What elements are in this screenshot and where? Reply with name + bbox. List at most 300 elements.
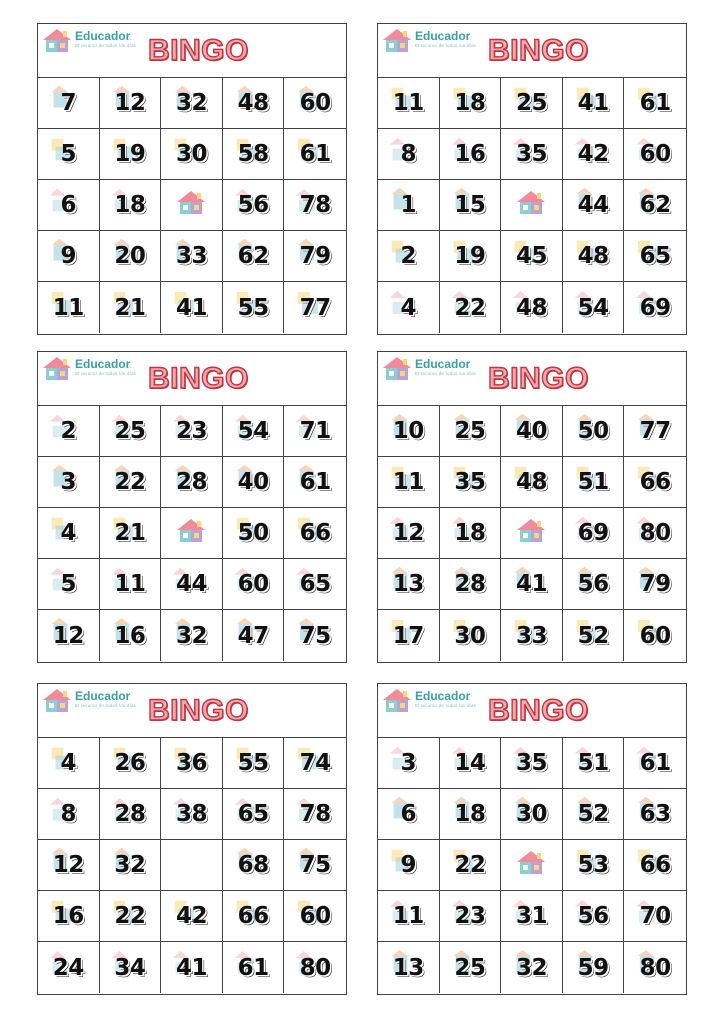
bingo-cell bbox=[223, 610, 285, 661]
bingo-number: 78 bbox=[299, 192, 331, 218]
bingo-number: 35 bbox=[454, 469, 486, 495]
bingo-cell bbox=[378, 129, 440, 180]
bingo-number: 62 bbox=[237, 243, 269, 269]
bingo-cell bbox=[501, 231, 563, 282]
brand-tagline: El recurso de todos los días bbox=[75, 371, 137, 376]
bingo-number: 44 bbox=[175, 571, 207, 597]
house-logo-icon bbox=[42, 28, 72, 54]
bingo-number: 35 bbox=[515, 141, 547, 167]
bingo-grid bbox=[378, 78, 686, 333]
bingo-number: 4 bbox=[60, 750, 77, 776]
bingo-cell bbox=[100, 282, 162, 333]
bingo-cell bbox=[223, 789, 285, 840]
bingo-number: 18 bbox=[454, 90, 486, 116]
bingo-card-1 bbox=[37, 23, 347, 335]
bingo-cell bbox=[161, 457, 223, 508]
bingo-number: 61 bbox=[299, 469, 331, 495]
bingo-cell bbox=[223, 738, 285, 789]
bingo-cell bbox=[161, 508, 223, 559]
bingo-number: 6 bbox=[60, 192, 77, 218]
bingo-number: 10 bbox=[392, 418, 424, 444]
bingo-cell bbox=[563, 180, 625, 231]
bingo-number: 66 bbox=[237, 903, 269, 929]
bingo-cell bbox=[563, 231, 625, 282]
bingo-cell bbox=[378, 789, 440, 840]
bingo-cell bbox=[378, 840, 440, 891]
bingo-number: 28 bbox=[175, 469, 207, 495]
educador-logo bbox=[42, 356, 136, 382]
bingo-card-3 bbox=[37, 351, 347, 663]
bingo-cell bbox=[223, 231, 285, 282]
card-header bbox=[38, 24, 346, 78]
free-space-house-icon bbox=[516, 850, 546, 880]
bingo-number: 32 bbox=[175, 90, 207, 116]
bingo-cell bbox=[563, 738, 625, 789]
bingo-cell bbox=[38, 78, 100, 129]
bingo-number: 61 bbox=[639, 750, 671, 776]
bingo-cell bbox=[440, 457, 502, 508]
bingo-number: 25 bbox=[114, 418, 146, 444]
bingo-number: 15 bbox=[454, 192, 486, 218]
bingo-cell bbox=[284, 129, 346, 180]
bingo-cell bbox=[563, 891, 625, 942]
free-space-house-icon bbox=[176, 190, 206, 220]
card-header bbox=[38, 352, 346, 406]
bingo-number: 40 bbox=[237, 469, 269, 495]
card-header bbox=[378, 352, 686, 406]
brand-name: Educador bbox=[415, 29, 471, 43]
brand-name: Educador bbox=[415, 689, 471, 703]
bingo-number: 4 bbox=[400, 294, 417, 321]
bingo-number: 75 bbox=[299, 622, 331, 649]
bingo-number: 21 bbox=[114, 294, 146, 321]
bingo-number: 12 bbox=[52, 852, 84, 878]
bingo-number: 12 bbox=[392, 520, 424, 546]
bingo-cell bbox=[501, 282, 563, 333]
bingo-cell bbox=[161, 231, 223, 282]
bingo-number: 33 bbox=[515, 622, 547, 649]
bingo-cell bbox=[284, 559, 346, 610]
bingo-title: BINGO bbox=[488, 694, 589, 727]
bingo-cell bbox=[38, 508, 100, 559]
bingo-cell bbox=[100, 610, 162, 661]
bingo-cell bbox=[38, 840, 100, 891]
bingo-number: 23 bbox=[175, 418, 207, 444]
bingo-number: 12 bbox=[52, 622, 84, 649]
bingo-cell bbox=[38, 180, 100, 231]
brand-tagline: El recurso de todos los días bbox=[75, 43, 137, 48]
bingo-cell bbox=[161, 738, 223, 789]
bingo-cell bbox=[223, 180, 285, 231]
bingo-cell bbox=[378, 457, 440, 508]
bingo-cell bbox=[624, 840, 686, 891]
bingo-number: 28 bbox=[114, 801, 146, 827]
bingo-grid bbox=[378, 406, 686, 661]
bingo-cell bbox=[161, 610, 223, 661]
card-header bbox=[378, 24, 686, 78]
bingo-number: 25 bbox=[454, 954, 486, 981]
bingo-number: 65 bbox=[237, 801, 269, 827]
bingo-card-5 bbox=[37, 683, 347, 995]
bingo-cell bbox=[440, 231, 502, 282]
bingo-cell bbox=[563, 406, 625, 457]
bingo-number: 52 bbox=[577, 622, 609, 649]
bingo-number: 41 bbox=[175, 294, 207, 321]
bingo-number: 56 bbox=[237, 192, 269, 218]
bingo-cell bbox=[440, 789, 502, 840]
bingo-cell bbox=[100, 129, 162, 180]
bingo-number: 22 bbox=[454, 294, 486, 321]
bingo-cell bbox=[501, 180, 563, 231]
house-logo-icon bbox=[382, 28, 412, 54]
house-logo-icon bbox=[42, 356, 72, 382]
bingo-number: 38 bbox=[175, 801, 207, 827]
free-space-house-icon bbox=[516, 190, 546, 220]
bingo-cell bbox=[378, 231, 440, 282]
bingo-number: 53 bbox=[577, 852, 609, 878]
bingo-cell bbox=[563, 840, 625, 891]
bingo-number: 48 bbox=[515, 294, 547, 321]
bingo-cell bbox=[624, 789, 686, 840]
bingo-cell bbox=[100, 78, 162, 129]
bingo-number: 80 bbox=[299, 954, 331, 981]
bingo-cell bbox=[501, 840, 563, 891]
bingo-grid bbox=[38, 738, 346, 993]
card-header bbox=[378, 684, 686, 738]
bingo-cell bbox=[223, 942, 285, 993]
bingo-number: 16 bbox=[114, 622, 146, 649]
bingo-cell bbox=[100, 406, 162, 457]
bingo-cell bbox=[161, 282, 223, 333]
bingo-cell bbox=[624, 508, 686, 559]
brand-tagline: El recurso de todos los días bbox=[415, 371, 477, 376]
bingo-cell bbox=[38, 231, 100, 282]
bingo-number: 18 bbox=[454, 801, 486, 827]
bingo-cell bbox=[624, 891, 686, 942]
bingo-number: 55 bbox=[237, 750, 269, 776]
educador-logo bbox=[42, 688, 136, 714]
bingo-number: 22 bbox=[114, 469, 146, 495]
bingo-number: 71 bbox=[299, 418, 331, 444]
bingo-number: 19 bbox=[114, 141, 146, 167]
bingo-number: 42 bbox=[577, 141, 609, 167]
bingo-cell bbox=[378, 406, 440, 457]
bingo-cell bbox=[563, 559, 625, 610]
bingo-cell bbox=[100, 559, 162, 610]
bingo-number: 3 bbox=[60, 469, 77, 495]
bingo-number: 50 bbox=[237, 520, 269, 546]
educador-logo bbox=[382, 28, 476, 54]
bingo-title: BINGO bbox=[488, 34, 589, 67]
bingo-grid bbox=[38, 406, 346, 661]
bingo-cell bbox=[100, 508, 162, 559]
bingo-number: 69 bbox=[639, 294, 671, 321]
bingo-number: 11 bbox=[392, 469, 424, 495]
brand-name: Educador bbox=[75, 357, 131, 371]
bingo-cell bbox=[378, 508, 440, 559]
bingo-number: 40 bbox=[515, 418, 547, 444]
bingo-cell bbox=[100, 457, 162, 508]
bingo-cell bbox=[624, 559, 686, 610]
bingo-number: 7 bbox=[60, 90, 77, 116]
bingo-number: 54 bbox=[577, 294, 609, 321]
brand-name: Educador bbox=[75, 29, 131, 43]
bingo-number: 9 bbox=[400, 852, 417, 878]
bingo-cell bbox=[624, 180, 686, 231]
bingo-title: BINGO bbox=[488, 362, 589, 395]
bingo-cell bbox=[501, 457, 563, 508]
bingo-number: 66 bbox=[299, 520, 331, 546]
bingo-number: 24 bbox=[52, 954, 84, 981]
bingo-cell bbox=[100, 942, 162, 993]
bingo-cell bbox=[378, 180, 440, 231]
bingo-number: 78 bbox=[299, 801, 331, 827]
bingo-cell bbox=[100, 180, 162, 231]
bingo-cell bbox=[440, 610, 502, 661]
bingo-cell bbox=[100, 738, 162, 789]
bingo-cell bbox=[563, 78, 625, 129]
bingo-cell bbox=[161, 559, 223, 610]
bingo-card-6 bbox=[377, 683, 687, 995]
educador-logo bbox=[382, 688, 476, 714]
bingo-number: 75 bbox=[299, 852, 331, 878]
bingo-cell bbox=[563, 457, 625, 508]
bingo-number: 45 bbox=[515, 243, 547, 269]
bingo-cell bbox=[223, 282, 285, 333]
bingo-number: 9 bbox=[60, 243, 77, 269]
bingo-number: 35 bbox=[515, 750, 547, 776]
bingo-cell bbox=[223, 129, 285, 180]
bingo-cell bbox=[100, 891, 162, 942]
bingo-number: 1 bbox=[400, 192, 417, 218]
bingo-number: 50 bbox=[577, 418, 609, 444]
bingo-grid bbox=[378, 738, 686, 993]
bingo-number: 2 bbox=[400, 243, 417, 269]
bingo-cell bbox=[440, 942, 502, 993]
bingo-number: 32 bbox=[114, 852, 146, 878]
bingo-number: 48 bbox=[577, 243, 609, 269]
bingo-cell bbox=[38, 282, 100, 333]
bingo-cell bbox=[38, 738, 100, 789]
bingo-cell bbox=[624, 942, 686, 993]
bingo-number: 30 bbox=[515, 801, 547, 827]
bingo-cell bbox=[161, 840, 223, 891]
bingo-number: 32 bbox=[175, 622, 207, 649]
bingo-cell bbox=[378, 559, 440, 610]
bingo-cell bbox=[223, 840, 285, 891]
bingo-cell bbox=[563, 610, 625, 661]
bingo-number: 61 bbox=[237, 954, 269, 981]
bingo-cell bbox=[501, 789, 563, 840]
bingo-cell bbox=[284, 840, 346, 891]
bingo-cell bbox=[624, 406, 686, 457]
bingo-cell bbox=[624, 78, 686, 129]
bingo-number: 55 bbox=[237, 294, 269, 321]
bingo-cell bbox=[223, 457, 285, 508]
bingo-cell bbox=[38, 942, 100, 993]
bingo-cell bbox=[284, 942, 346, 993]
bingo-number: 19 bbox=[454, 243, 486, 269]
bingo-cell bbox=[378, 78, 440, 129]
bingo-number: 61 bbox=[639, 90, 671, 116]
brand-tagline: El recurso de todos los días bbox=[75, 703, 137, 708]
bingo-number: 28 bbox=[454, 571, 486, 597]
bingo-cell bbox=[161, 406, 223, 457]
card-header bbox=[38, 684, 346, 738]
bingo-number: 8 bbox=[60, 801, 77, 827]
bingo-cell bbox=[284, 789, 346, 840]
bingo-title: BINGO bbox=[148, 694, 249, 727]
bingo-number: 54 bbox=[237, 418, 269, 444]
bingo-cell bbox=[440, 129, 502, 180]
bingo-cell bbox=[161, 129, 223, 180]
bingo-cell bbox=[624, 129, 686, 180]
bingo-cell bbox=[284, 508, 346, 559]
bingo-cell bbox=[501, 129, 563, 180]
bingo-cell bbox=[501, 942, 563, 993]
bingo-number: 79 bbox=[639, 571, 671, 597]
bingo-cell bbox=[38, 129, 100, 180]
bingo-cell bbox=[223, 559, 285, 610]
bingo-number: 47 bbox=[237, 622, 269, 649]
bingo-cell bbox=[161, 891, 223, 942]
bingo-cell bbox=[223, 406, 285, 457]
bingo-number: 14 bbox=[454, 750, 486, 776]
brand-name: Educador bbox=[75, 689, 131, 703]
bingo-cell bbox=[440, 282, 502, 333]
bingo-number: 52 bbox=[577, 801, 609, 827]
bingo-cell bbox=[378, 282, 440, 333]
bingo-cell bbox=[501, 406, 563, 457]
bingo-number: 60 bbox=[639, 622, 671, 649]
bingo-number: 77 bbox=[299, 294, 331, 321]
bingo-number: 60 bbox=[237, 571, 269, 597]
bingo-number: 11 bbox=[52, 294, 84, 321]
bingo-number: 33 bbox=[175, 243, 207, 269]
bingo-number: 5 bbox=[60, 141, 77, 167]
bingo-title: BINGO bbox=[148, 362, 249, 395]
bingo-cell bbox=[378, 891, 440, 942]
bingo-cell bbox=[38, 559, 100, 610]
house-logo-icon bbox=[42, 688, 72, 714]
bingo-number: 60 bbox=[299, 903, 331, 929]
house-logo-icon bbox=[382, 688, 412, 714]
bingo-cell bbox=[378, 738, 440, 789]
bingo-cell bbox=[440, 78, 502, 129]
bingo-number: 34 bbox=[114, 954, 146, 981]
bingo-title: BINGO bbox=[148, 34, 249, 67]
bingo-number: 11 bbox=[392, 903, 424, 929]
bingo-cell bbox=[161, 942, 223, 993]
bingo-cell bbox=[284, 738, 346, 789]
bingo-cell bbox=[440, 738, 502, 789]
bingo-number: 21 bbox=[114, 520, 146, 546]
bingo-cell bbox=[284, 457, 346, 508]
bingo-number: 66 bbox=[639, 469, 671, 495]
bingo-number: 13 bbox=[392, 954, 424, 981]
bingo-number: 66 bbox=[639, 852, 671, 878]
bingo-cell bbox=[38, 457, 100, 508]
bingo-cell bbox=[378, 942, 440, 993]
bingo-cell bbox=[563, 942, 625, 993]
bingo-number: 80 bbox=[639, 954, 671, 981]
bingo-number: 16 bbox=[52, 903, 84, 929]
house-logo-icon bbox=[382, 356, 412, 382]
bingo-number: 36 bbox=[175, 750, 207, 776]
bingo-cell bbox=[284, 891, 346, 942]
bingo-cell bbox=[100, 789, 162, 840]
bingo-cell bbox=[501, 559, 563, 610]
brand-tagline: El recurso de todos los días bbox=[415, 43, 477, 48]
bingo-cell bbox=[284, 231, 346, 282]
educador-logo bbox=[42, 28, 136, 54]
bingo-cell bbox=[284, 282, 346, 333]
bingo-number: 4 bbox=[60, 520, 77, 546]
bingo-cell bbox=[38, 891, 100, 942]
bingo-number: 51 bbox=[577, 469, 609, 495]
bingo-number: 20 bbox=[114, 243, 146, 269]
bingo-cell bbox=[501, 78, 563, 129]
bingo-cell bbox=[624, 231, 686, 282]
bingo-cell bbox=[501, 891, 563, 942]
bingo-number: 31 bbox=[515, 903, 547, 929]
bingo-cell bbox=[440, 559, 502, 610]
bingo-number: 22 bbox=[454, 852, 486, 878]
bingo-number: 79 bbox=[299, 243, 331, 269]
bingo-cell bbox=[563, 508, 625, 559]
brand-tagline: El recurso de todos los días bbox=[415, 703, 477, 708]
bingo-number: 41 bbox=[577, 90, 609, 116]
bingo-number: 30 bbox=[454, 622, 486, 649]
bingo-number: 30 bbox=[175, 141, 207, 167]
bingo-cell bbox=[440, 406, 502, 457]
bingo-number: 18 bbox=[454, 520, 486, 546]
bingo-cell bbox=[501, 508, 563, 559]
bingo-number: 16 bbox=[454, 141, 486, 167]
bingo-cell bbox=[161, 789, 223, 840]
bingo-number: 58 bbox=[237, 141, 269, 167]
bingo-cell bbox=[440, 891, 502, 942]
bingo-number: 60 bbox=[299, 90, 331, 116]
bingo-cell bbox=[223, 891, 285, 942]
bingo-card-2 bbox=[377, 23, 687, 335]
bingo-number: 12 bbox=[114, 90, 146, 116]
bingo-cell bbox=[38, 610, 100, 661]
bingo-number: 44 bbox=[577, 192, 609, 218]
bingo-number: 77 bbox=[639, 418, 671, 444]
bingo-number: 56 bbox=[577, 571, 609, 597]
bingo-cell bbox=[378, 610, 440, 661]
bingo-number: 23 bbox=[454, 903, 486, 929]
bingo-number: 74 bbox=[299, 750, 331, 776]
bingo-cell bbox=[563, 282, 625, 333]
bingo-cell bbox=[440, 180, 502, 231]
bingo-cell bbox=[624, 738, 686, 789]
free-space-house-icon bbox=[176, 518, 206, 548]
bingo-cell bbox=[563, 789, 625, 840]
bingo-number: 18 bbox=[114, 192, 146, 218]
bingo-number: 65 bbox=[299, 571, 331, 597]
bingo-cell bbox=[284, 610, 346, 661]
bingo-number: 70 bbox=[639, 903, 671, 929]
bingo-cell bbox=[223, 78, 285, 129]
bingo-number: 25 bbox=[454, 418, 486, 444]
educador-logo bbox=[382, 356, 476, 382]
bingo-number: 32 bbox=[515, 954, 547, 981]
bingo-number: 11 bbox=[114, 571, 146, 597]
bingo-cell bbox=[161, 180, 223, 231]
bingo-number: 41 bbox=[515, 571, 547, 597]
